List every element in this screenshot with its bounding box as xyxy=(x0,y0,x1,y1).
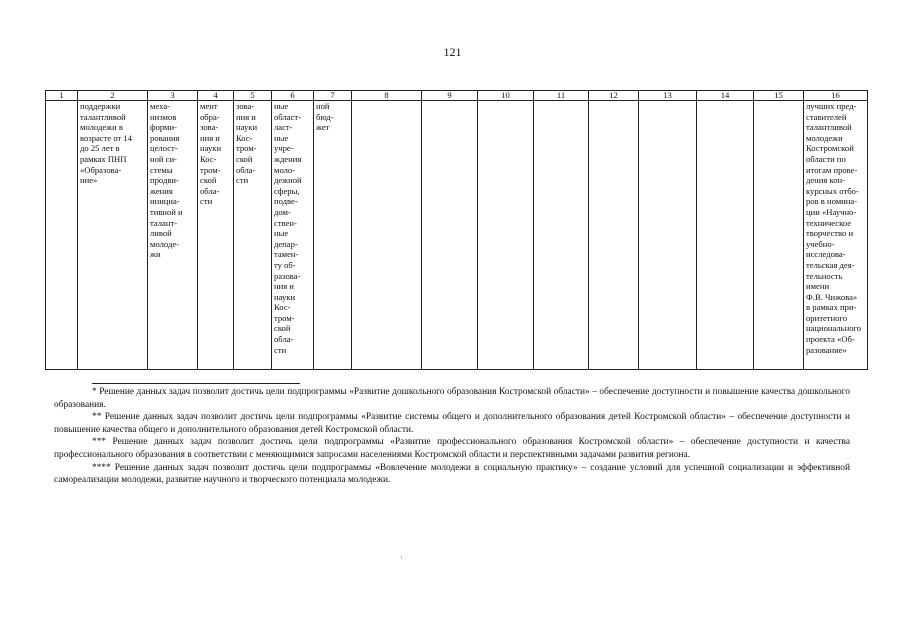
column-header: 13 xyxy=(639,91,697,101)
footnotes xyxy=(54,383,850,487)
column-header: 5 xyxy=(234,91,272,101)
table-cell xyxy=(534,101,589,370)
column-header: 4 xyxy=(198,91,234,101)
table-cell: зова- ния и науки Кос- тром- ской обла- сти xyxy=(234,101,272,370)
page-number: 121 xyxy=(443,45,462,59)
table-cell: поддержки талантливой молодежи в возрасте от 14 до 25 лет в рамках ПНП «Образова- ние» xyxy=(78,101,148,370)
table-cell xyxy=(422,101,478,370)
column-header: 3 xyxy=(148,91,198,101)
column-header: 15 xyxy=(754,91,804,101)
table-cell: ные област- ласт- ные учре- ждения моло- дежной сферы, подве- дом- ствен- ные депар- тамен- ту об- разова- ния и науки Кос- тром- ской обла- сти xyxy=(272,101,314,370)
table-cell xyxy=(754,101,804,370)
table-cell xyxy=(639,101,697,370)
table-cell: меха- низмов форми- рования целост- ной си- стемы продви- жения инициа- тивной и талант- ливой молоде- жи xyxy=(148,101,198,370)
table-row xyxy=(46,101,868,370)
column-header: 16 xyxy=(804,91,868,101)
program-table xyxy=(45,90,868,370)
column-header: 14 xyxy=(697,91,754,101)
scan-speck: · xyxy=(400,553,403,562)
column-header: 2 xyxy=(78,91,148,101)
header-row xyxy=(46,91,868,101)
footnote: *** Решение данных задач позволит достичь цели подпрограммы «Развитие профессионального образования Костромской области» – обеспечение доступности и качества профессионального образования в соответствии с меняющимися запросами населениями Костромской области и перспективными задачами развития региона. xyxy=(54,437,850,460)
table-cell: ной бюд- жет xyxy=(314,101,352,370)
column-header: 10 xyxy=(478,91,534,101)
column-header: 6 xyxy=(272,91,314,101)
column-header: 1 xyxy=(46,91,78,101)
footnote: **** Решение данных задач позволит достичь цели подпрограммы «Вовлечение молодежи в социальную практику» – создание условий для успешной социализации и эффективной самореализации молодежи, развитие научного и творческого потенциала молодежи. xyxy=(54,462,850,486)
table-cell: лучших пред- ставителей талантливой молодежи Костромской области по итогам прове- дения кон- курсных отбо- ров в номина- ции «Научно- техническое творчество и учебно- исследова- тельская дея- тельность имени Ф.В. Чижова» в рамках при- оритетного национального проекта «Об- разование» xyxy=(804,101,868,370)
footnote: * Решение данных задач позволит достичь цели подпрограммы «Развитие дошкольного образования Костромской области» – обеспечение доступности и повышение качества дошкольного образования. xyxy=(54,387,850,410)
table-cell: мент обра- зова- ния и науки Кос- тром- ской обла- сти xyxy=(198,101,234,370)
table-cell xyxy=(589,101,639,370)
column-header: 8 xyxy=(352,91,422,101)
table-cell xyxy=(46,101,78,370)
footnote-separator xyxy=(92,383,300,384)
footnote: ** Решение данных задач позволит достичь цели подпрограммы «Развитие системы общего и дополнительного образования детей Костромской области» – обеспечение доступности и повышение качества общего и дополнительного образования детей Костромской области. xyxy=(54,412,850,435)
column-header: 9 xyxy=(422,91,478,101)
column-header: 12 xyxy=(589,91,639,101)
table-cell xyxy=(697,101,754,370)
table-cell xyxy=(352,101,422,370)
column-header: 7 xyxy=(314,91,352,101)
column-header: 11 xyxy=(534,91,589,101)
table-cell xyxy=(478,101,534,370)
